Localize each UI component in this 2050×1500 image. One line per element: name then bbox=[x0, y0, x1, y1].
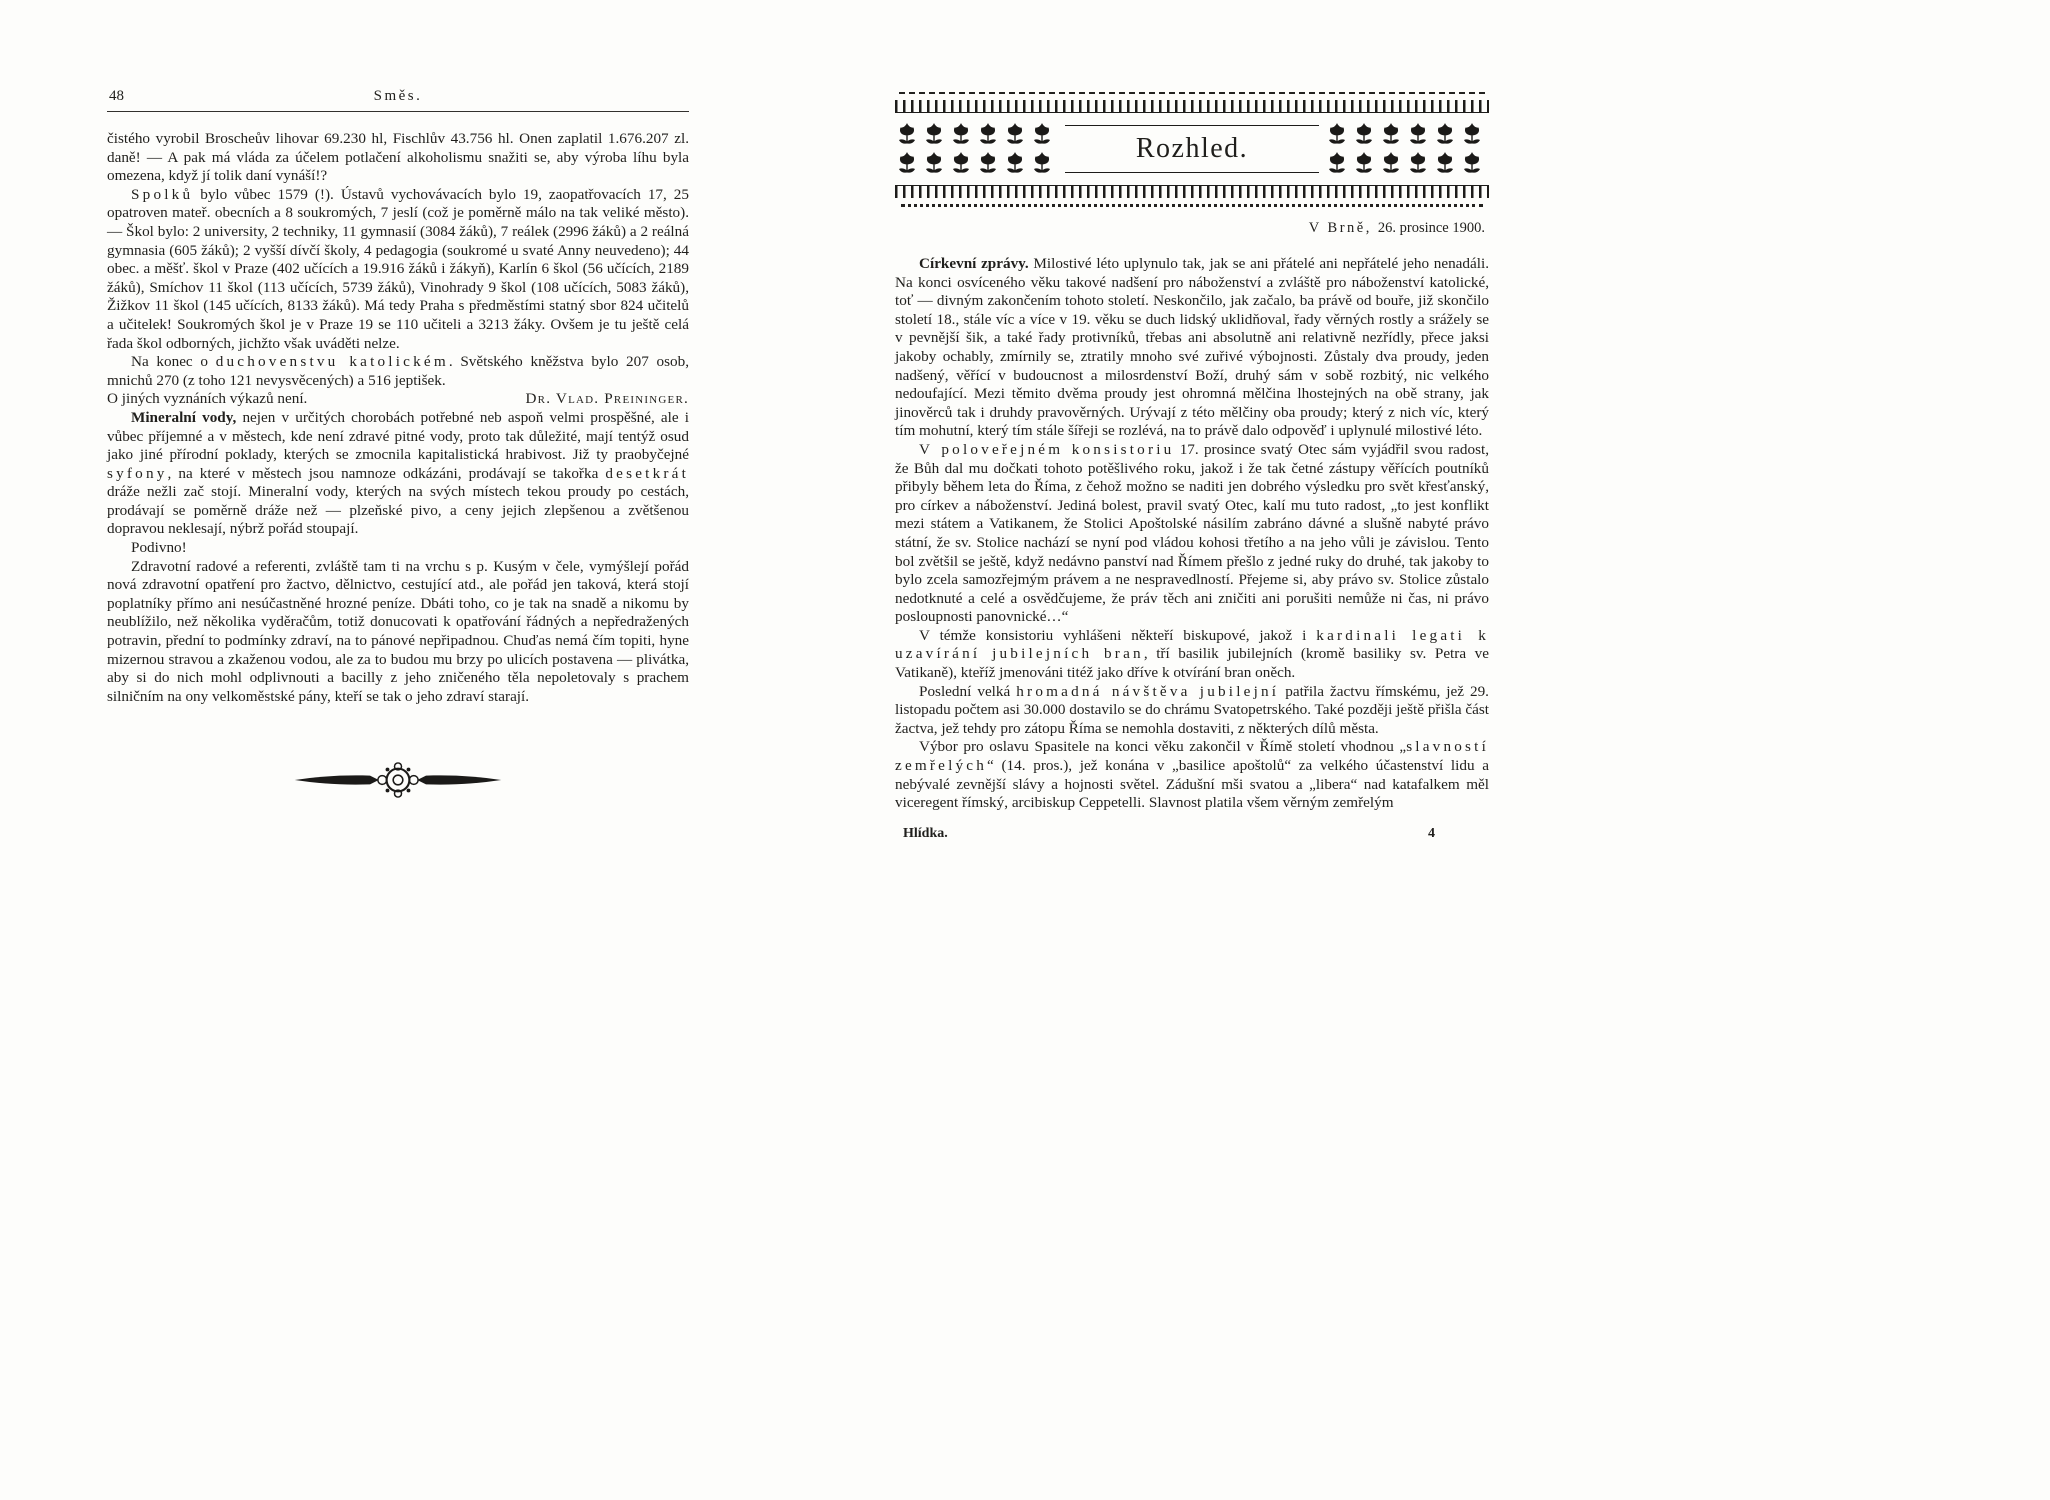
text-segment: Zdravotní radové a referenti, zvláště tam ti na vrchu s p. Kusým v čele, vymýšlejí pořád nová zdravotní opatření pro žactvo, dělnictvo, cestující atd., ale pořád jen taková, která stojí poplatníky přímo ani nesúčastněné hrozné peníze. Dbáti toho, co je tak na snadě a nikomu by neublížilo, než několika vyděračům, totiž donucovati k opatřování řádných a nepředražených potravin, přední to podmínky zdraví, na to pánové nepřipadnou. Chuďas nemá čím topiti, hyne mizernou stravou a zkaženou vodou, ale za to budou mu brzy po ulicích postavena — plivátka, aby si do nich mohl odplivnouti a bacilly z jeho zničeného těla nepoletovaly s prachem silničním na ony velkoměstské pány, kteří se tak o jeho zdraví starají. bbox=[107, 557, 689, 705]
text-segment: bylo vůbec 1579 (!). Ústavů vychovávacích bylo 19, zaopatřovacích 17, 25 opatroven mateř. obecních a 8 soukromých, 7 jeslí (což je poměrně málo na tak veliké město). — Škol bylo: 2 university, 2 techniky, 11 gymnasií (3084 žáků), 7 reálek (2996 žáků) a 2 reálná gymnasia (605 žáků); 2 vyšší dívčí školy, 4 pedagogia (soukromé u svaté Anny neuvedeno); 44 obec. a měšť. škol v Praze (402 učících a 19.916 žáků i žákyň), Karlín 6 škol (56 učících, 2189 žáků), Smíchov 11 škol (113 učících, 5739 žáků), Vinohrady 9 škol (108 učících, 5083 žáků), Žižkov 11 škol (145 učících, 8133 žáků). Má tedy Praha s předměstími statný sbor 824 učitelů a učitelek! Soukromých škol je v Praze 19 se 110 učiteli a 3213 žáky. Ovšem je tu ještě celá řada škol odborných, jichžto však uváděti nelze. bbox=[107, 185, 689, 352]
text-segment: , na které v městech jsou namnoze odkázáni, prodávají se takořka bbox=[167, 464, 606, 482]
paragraph bbox=[107, 186, 689, 353]
text-segment-spaced: hromadná návštěva jubilejní bbox=[1016, 682, 1280, 700]
masthead-title-panel bbox=[1065, 125, 1319, 173]
text-segment: Výbor pro oslavu Spasitele na konci věku zakončil v Římě století vhodnou „ bbox=[919, 738, 1407, 756]
journal-name: Hlídka. bbox=[903, 825, 948, 841]
masthead-top-garland bbox=[899, 92, 1485, 94]
dateline bbox=[895, 220, 1489, 237]
paragraph bbox=[107, 539, 689, 558]
paragraph bbox=[107, 558, 689, 707]
text-segment-spaced: kardinali legati k uzavírání jubilejních bran bbox=[895, 626, 1489, 663]
page-number: 48 bbox=[109, 88, 124, 104]
masthead-ticks-bottom bbox=[895, 185, 1489, 198]
left-page-body bbox=[107, 130, 689, 706]
text-segment: V témže konsistoriu vyhlášeni někteří biskupové, jakož i bbox=[919, 626, 1317, 644]
paragraph-split-line bbox=[107, 390, 689, 409]
text-segment: nejen v určitých chorobách potřebné neb aspoň velmi prospěšné, ale i vůbec příjemné a v městech, kde není zdravé pitné vody, proto tak důležité, mají tentýž osud jako jiné přírodní poklady, kterých se zmocnila kapitalistická hrabivost. Již ty praobyčejné bbox=[107, 408, 690, 464]
text-segment: Milostivé léto uplynulo tak, jak se ani přátelé ani nepřátelé jeho nenadáli. Na konci osvíceného věku takové nadšení pro náboženství a zvláště pro náboženství katolické, toť — divným zakončením tohoto století. Neskončilo, jak začalo, ba právě od bouře, již skončilo století 18., stále víc a více v 19. věku se duch lidský uklidňoval, řady věrných rostly a srážely se v pevnější šik, a také řady protivníků, třebas ani absolutně ani relativně nezřídly, přece jaksi jakoby ochably, zmírnily se, ztratily mnoho své zuřivé výbojnosti. Zůstaly dva proudy, jeden nadšený, věřící v budoucnost a milosrdenství Boží, druhý sám v sobě rozbitý, nic velkého nedoufající. Mezi těmito dvěma proudy jest ohromná mělčina lhostejných na obě strany, jak jinověrců tak i druhdy pravověrných. Urývají z této mělčiny oba proudy; který z nich víc, který tím mohutní, který tím stále šířeji se rozlévá, na to právě dalo odpověď i uplynulé milostivé léto. bbox=[895, 255, 1489, 440]
text-segment: Podivno! bbox=[131, 539, 187, 557]
text-segment-spaced: slavností zemřelých bbox=[895, 738, 1489, 775]
text-segment-bold: Církevní zprávy. bbox=[919, 255, 1029, 272]
paragraph bbox=[895, 441, 1489, 627]
text-segment: dráže nežli zač stojí. Mineralní vody, kterých na svých místech tekou proudy po cestách, prodávají se poměrně dráže než — plzeňské pivo, a ceny jejich zlepšenou a zvětšenou dopravou neklesají, nýbrž pořád stoupají. bbox=[107, 483, 689, 538]
text-segment-spaced: Spolků bbox=[131, 185, 194, 203]
tailpiece bbox=[107, 758, 689, 807]
right-page-body bbox=[895, 255, 1489, 813]
text-segment-spaced: desetkrát bbox=[605, 464, 689, 482]
text-segment: Na konec o bbox=[131, 353, 216, 371]
paragraph-text: O jiných vyznáních výkazů není. bbox=[107, 390, 308, 408]
author-signature: Dr. Vlad. Preininger. bbox=[525, 390, 689, 408]
text-segment-spaced: V poloveřejném konsistoriu bbox=[919, 440, 1175, 458]
paragraph bbox=[895, 683, 1489, 739]
paragraph bbox=[107, 130, 689, 186]
text-segment-spaced: duchovenstvu katolickém bbox=[215, 353, 449, 371]
scroll-flourish-icon bbox=[293, 758, 503, 802]
left-page-header bbox=[107, 88, 689, 112]
masthead bbox=[895, 90, 1489, 207]
page-left bbox=[107, 88, 689, 807]
text-segment: 17. prosince svatý Otec sám vyjádřil svou radost, že Bůh dal mu dočkati tohoto potěšlivého roku, jakož i že tak četné zástupy věřících poutníků přibyly během leta do Říma, z čehož možno se naditi jen dobrého výsledku pro svět křesťanský, pro církev a náboženství. Jediná bolest, pravil svatý Otec, kalí mu tuto radost, „to jest konflikt mezi státem a Vatikanem, že Stolici Apoštolské násilím zabráno dávné a slušně nabyté právo státní, že sv. Stolice nachází se nyní pod vládou kohosi třetího a na jeho vůli je závislou. Tento bol zvětšil se ještě, když nedávno panství nad Římem přešlo z jedné ruky do druhé, tak jakoby to bylo zcela samozřejmým právem a ne nespravedlností. Přejeme si, aby právo sv. Stolice zůstalo nedotknuté a celé a osvědčujeme, že práv těch ani zničiti ani porušiti nemůže ni čas, ni právo posloupnosti panovnické…“ bbox=[895, 440, 1489, 626]
dateline-date: 26. prosince 1900. bbox=[1377, 220, 1485, 236]
tulip-row-icon bbox=[1325, 120, 1489, 178]
text-segment: patřila žactvu římskému, jež 29. listopadu počtem asi 30.000 dostavilo se do chrámu Svatopetrského. Také později ještě přišla část žactva, jež tehdy pro zátopu Říma se nemohla dostaviti, z některých dílů města. bbox=[895, 682, 1489, 737]
masthead-title: Rozhled. bbox=[1135, 133, 1249, 164]
masthead-bottom-garland bbox=[901, 204, 1483, 207]
masthead-middle-band bbox=[895, 120, 1489, 178]
paragraph bbox=[895, 627, 1489, 683]
dateline-place: V Brně, bbox=[1308, 220, 1372, 236]
text-segment-bold: Mineralní vody, bbox=[131, 408, 237, 426]
text-segment: Poslední velká bbox=[919, 682, 1017, 700]
page-footer bbox=[895, 826, 1489, 842]
masthead-ticks-top bbox=[895, 100, 1489, 113]
tulip-row-icon bbox=[895, 120, 1059, 178]
paragraph bbox=[895, 255, 1489, 441]
text-segment: , tří basilik jubilejních (kromě basiliky sv. Petra ve Vatikaně), kteříž jmenováni titéž jako dříve k otvírání bran oněch. bbox=[895, 645, 1489, 682]
signature-number: 4 bbox=[1428, 825, 1435, 841]
paragraph bbox=[107, 409, 689, 539]
paragraph bbox=[895, 738, 1489, 812]
running-title: Směs. bbox=[373, 88, 423, 104]
page-right bbox=[895, 90, 1489, 842]
text-segment-spaced: syfony bbox=[107, 464, 168, 482]
paragraph bbox=[107, 353, 689, 390]
text-segment: . Světského kněžstva bylo 207 osob, mnichů 270 (z toho 121 nevysvěcených) a 516 jeptišek. bbox=[107, 353, 689, 389]
text-segment: “ (14. pros.), jež konána v „basilice apoštolů“ za velkého účastenství lidu a nebývalé zevnější slávy a hojnosti světel. Zádušní mši svatou a „libera“ nad katafalkem měl viceregent římský, arcibiskup Ceppetelli. Slavnost platila všem věrným zemřelým bbox=[895, 757, 1489, 812]
text-segment: čistého vyrobil Broscheův lihovar 69.230 hl, Fischlův 43.756 hl. Onen zaplatil 1.676.207 zl. daně! — A pak má vláda za účelem potlačení alkoholismu snažiti se, aby výroba líhu byla omezena, když jí tolik daní vynáší!? bbox=[107, 130, 689, 185]
